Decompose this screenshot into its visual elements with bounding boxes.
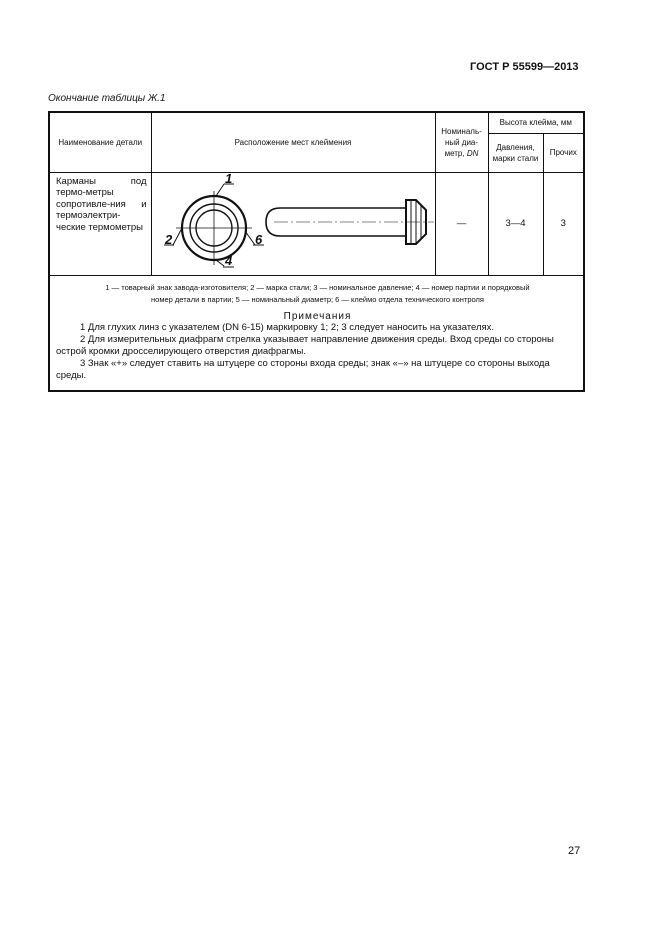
end-view <box>164 184 264 267</box>
side-view <box>266 200 434 244</box>
legend-line-2: номер детали в партии; 5 — номинальный диаметр; 6 — клеймо отдела технического контроля <box>151 294 484 304</box>
page-number: 27 <box>568 845 581 857</box>
thermometer-pocket-drawing <box>152 173 436 272</box>
notes-title: Примечания <box>283 310 352 322</box>
label-4: 4 <box>224 252 232 268</box>
leader-4 <box>216 260 224 266</box>
nominal-diameter-value: — <box>435 172 488 275</box>
standard-number: ГОСТ Р 55599—2013 <box>470 61 579 73</box>
header-pressure: Давления, марки стали <box>488 133 543 172</box>
leader-6 <box>245 231 255 245</box>
header-part-name: Наименование детали <box>49 112 151 172</box>
header-mark-height: Высота клейма, мм <box>488 112 584 133</box>
note-2: 2 Для измерительных диафрагм стрелка указывает направление движения среды. Вход среды со стороны острой кромки дросселирующего отверстия диафрагмы. <box>56 333 554 357</box>
leader-1 <box>216 184 224 196</box>
other-mark-height: 3 <box>543 172 584 275</box>
header-other: Прочих <box>543 133 584 172</box>
location-figure-cell <box>151 172 435 275</box>
note-3: 3 Знак «+» следует ставить на штуцере со стороны входа среды; знак «–» на штуцере со стороны выхода среды. <box>56 357 550 381</box>
header-dn: DN <box>466 148 479 158</box>
note-1: 1 Для глухих линз с указателем (DN 6-15) маркировку 1; 2; 3 следует наносить на указателях. <box>80 321 495 333</box>
header-nominal-diameter-text: Номиналь-ный диа-метр, <box>441 126 482 158</box>
label-6: 6 <box>254 231 262 247</box>
label-2: 2 <box>164 231 172 247</box>
label-1: 1 <box>224 172 232 186</box>
leader-2 <box>173 228 182 245</box>
header-location: Расположение мест клеймения <box>151 112 435 172</box>
part-name-cell: Карманы под термо-метры сопротивле-ния и термоэлектри-ческие термометры <box>49 172 151 275</box>
table-caption: Окончание таблицы Ж.1 <box>48 93 166 104</box>
notes-cell <box>49 275 584 391</box>
legend-line-1: 1 — товарный знак завода-изготовителя; 2 — марка стали; 3 — номинальное давление; 4 — номер партии и порядковый <box>105 282 530 292</box>
pressure-mark-height: 3—4 <box>488 172 543 275</box>
header-nominal-diameter <box>435 112 488 172</box>
marking-table <box>48 111 585 392</box>
